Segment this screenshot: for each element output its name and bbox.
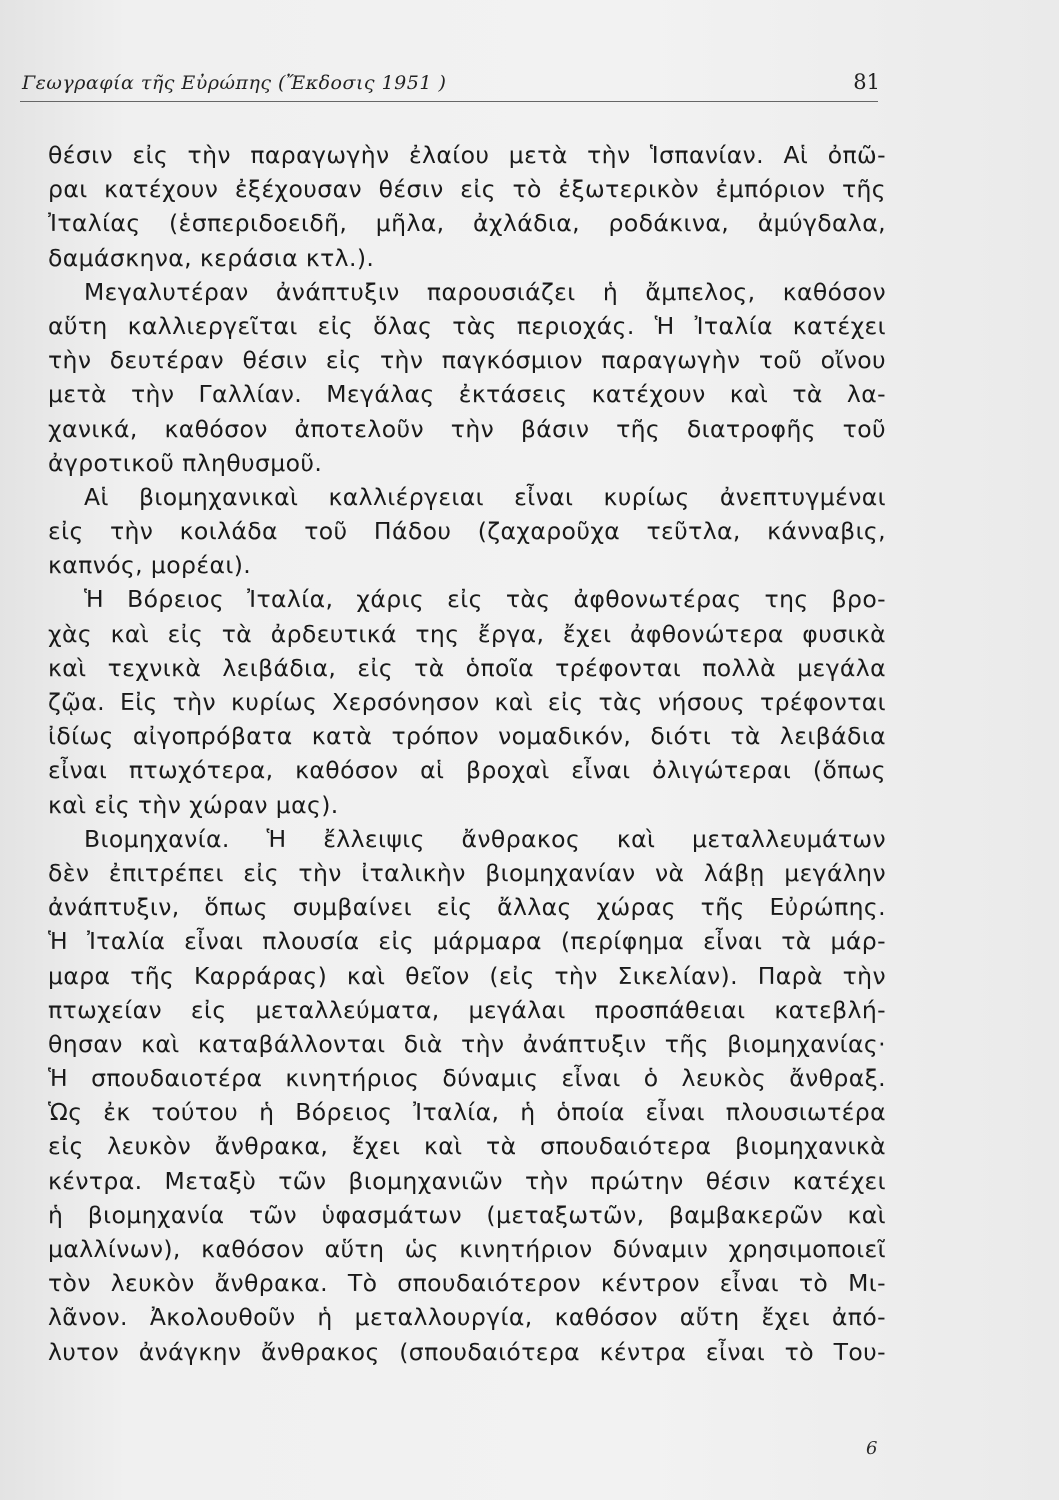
text-line: Μεγαλυτέραν ἀνάπτυξιν παρουσιάζει ἡ ἄμπελος, καθόσον xyxy=(84,277,886,306)
text-line: Αἱ βιομηχανικαὶ καλλιέργειαι εἶναι κυρίως ἀνεπτυγμέναι xyxy=(84,482,886,511)
text-line: αὕτη καλλιεργεῖται εἰς ὅλας τὰς περιοχάς. Ἡ Ἰταλία κατέχει xyxy=(48,311,886,340)
signature-mark: 6 xyxy=(866,1438,878,1459)
text-line: τὸν λευκὸν ἄνθρακα. Τὸ σπουδαιότερον κέντρον εἶναι τὸ Μι- xyxy=(48,1269,886,1298)
text-line: Ἡ σπουδαιοτέρα κινητήριος δύναμις εἶναι ὁ λευκὸς ἄνθραξ. xyxy=(48,1064,886,1093)
text-line: Ἡ Ἰταλία εἶναι πλουσία εἰς μάρμαρα (περίφημα εἶναι τὰ μάρ- xyxy=(48,927,886,956)
text-line: καὶ εἰς τὴν χώραν μας). xyxy=(48,790,339,819)
text-line: λᾶνον. Ἀκολουθοῦν ἡ μεταλλουργία, καθόσον αὕτη ἔχει ἀπό- xyxy=(48,1303,886,1332)
text-line: κέντρα. Μεταξὺ τῶν βιομηχανιῶν τὴν πρώτην θέσιν κατέχει xyxy=(48,1166,886,1195)
text-line: Ὡς ἐκ τούτου ἡ Βόρειος Ἰταλία, ἡ ὁποία εἶναι πλουσιωτέρα xyxy=(48,1098,886,1127)
text-line: εἰς τὴν κοιλάδα τοῦ Πάδου (ζαχαροῦχα τεῦτλα, κάνναβις, xyxy=(48,517,886,546)
text-line: Ἰταλίας (ἑσπεριδοειδῆ, μῆλα, ἀχλάδια, ροδάκινα, ἀμύγδαλα, xyxy=(48,209,886,238)
text-line: δὲν ἐπιτρέπει εἰς τὴν ἰταλικὴν βιομηχανίαν νὰ λάβῃ μεγάλην xyxy=(48,858,886,887)
text-line: ἰδίως αἰγοπρόβατα κατὰ τρόπον νομαδικόν, διότι τὰ λειβάδια xyxy=(48,722,886,751)
text-line: λυτον ἀνάγκην ἄνθρακος (σπουδαιότερα κέντρα εἶναι τὸ Του- xyxy=(48,1337,886,1366)
text-line: χὰς καὶ εἰς τὰ ἀρδευτικά της ἔργα, ἔχει ἀφθονώτερα φυσικὰ xyxy=(48,619,886,648)
text-line: δαμάσκηνα, κεράσια κτλ.). xyxy=(48,243,375,272)
text-line: πτωχείαν εἰς μεταλλεύματα, μεγάλαι προσπάθειαι κατεβλή- xyxy=(48,995,886,1024)
text-line: ἀγροτικοῦ πληθυσμοῦ. xyxy=(48,448,323,477)
text-line: Ἡ Βόρειος Ἰταλία, χάρις εἰς τὰς ἀφθονωτέρας της βρο- xyxy=(84,585,886,614)
text-line: μετὰ τὴν Γαλλίαν. Μεγάλας ἐκτάσεις κατέχουν καὶ τὰ λα- xyxy=(48,380,886,409)
body-text xyxy=(48,138,886,1369)
text-line: χανικά, καθόσον ἀποτελοῦν τὴν βάσιν τῆς διατροφῆς τοῦ xyxy=(48,414,886,443)
text-line: εἶναι πτωχότερα, καθόσον αἱ βροχαὶ εἶναι ὀλιγώτεραι (ὅπως xyxy=(48,756,886,785)
page-number: 81 xyxy=(853,70,880,94)
header-rule xyxy=(20,101,878,102)
running-title: Γεωγραφία τῆς Εὐρώπης (Ἔκδοσις 1951 ) xyxy=(22,72,447,94)
text-line: μαρα τῆς Καρράρας) καὶ θεῖον (εἰς τὴν Σικελίαν). Παρὰ τὴν xyxy=(48,961,886,990)
text-line: θέσιν εἰς τὴν παραγωγὴν ἐλαίου μετὰ τὴν Ἱσπανίαν. Αἱ ὀπῶ- xyxy=(48,141,886,169)
running-header xyxy=(20,62,880,102)
text-line: θησαν καὶ καταβάλλονται διὰ τὴν ἀνάπτυξιν τῆς βιομηχανίας· xyxy=(48,1029,886,1058)
text-line: καπνός, μορέαι). xyxy=(48,551,252,580)
text-line: ραι κατέχουν ἐξέχουσαν θέσιν εἰς τὸ ἐξωτερικὸν ἐμπόριον τῆς xyxy=(48,175,886,204)
text-line: ζῷα. Εἰς τὴν κυρίως Χερσόνησον καὶ εἰς τὰς νήσους τρέφονται xyxy=(48,688,886,716)
text-line: Βιομηχανία. Ἡ ἔλλειψις ἄνθρακος καὶ μεταλλευμάτων xyxy=(84,824,886,853)
text-line: εἰς λευκὸν ἄνθρακα, ἔχει καὶ τὰ σπουδαιότερα βιομηχανικὰ xyxy=(48,1132,886,1161)
text-line: ἀνάπτυξιν, ὅπως συμβαίνει εἰς ἄλλας χώρας τῆς Εὐρώπης. xyxy=(48,893,886,922)
text-line: τὴν δευτέραν θέσιν εἰς τὴν παγκόσμιον παραγωγὴν τοῦ οἴνου xyxy=(48,346,886,375)
text-line: ἡ βιομηχανία τῶν ὑφασμάτων (μεταξωτῶν, βαμβακερῶν καὶ xyxy=(48,1200,886,1229)
text-line: καὶ τεχνικὰ λειβάδια, εἰς τὰ ὁποῖα τρέφονται πολλὰ μεγάλα xyxy=(48,653,886,682)
text-line: μαλλίνων), καθόσον αὕτη ὡς κινητήριον δύναμιν χρησιμοποιεῖ xyxy=(48,1235,886,1263)
